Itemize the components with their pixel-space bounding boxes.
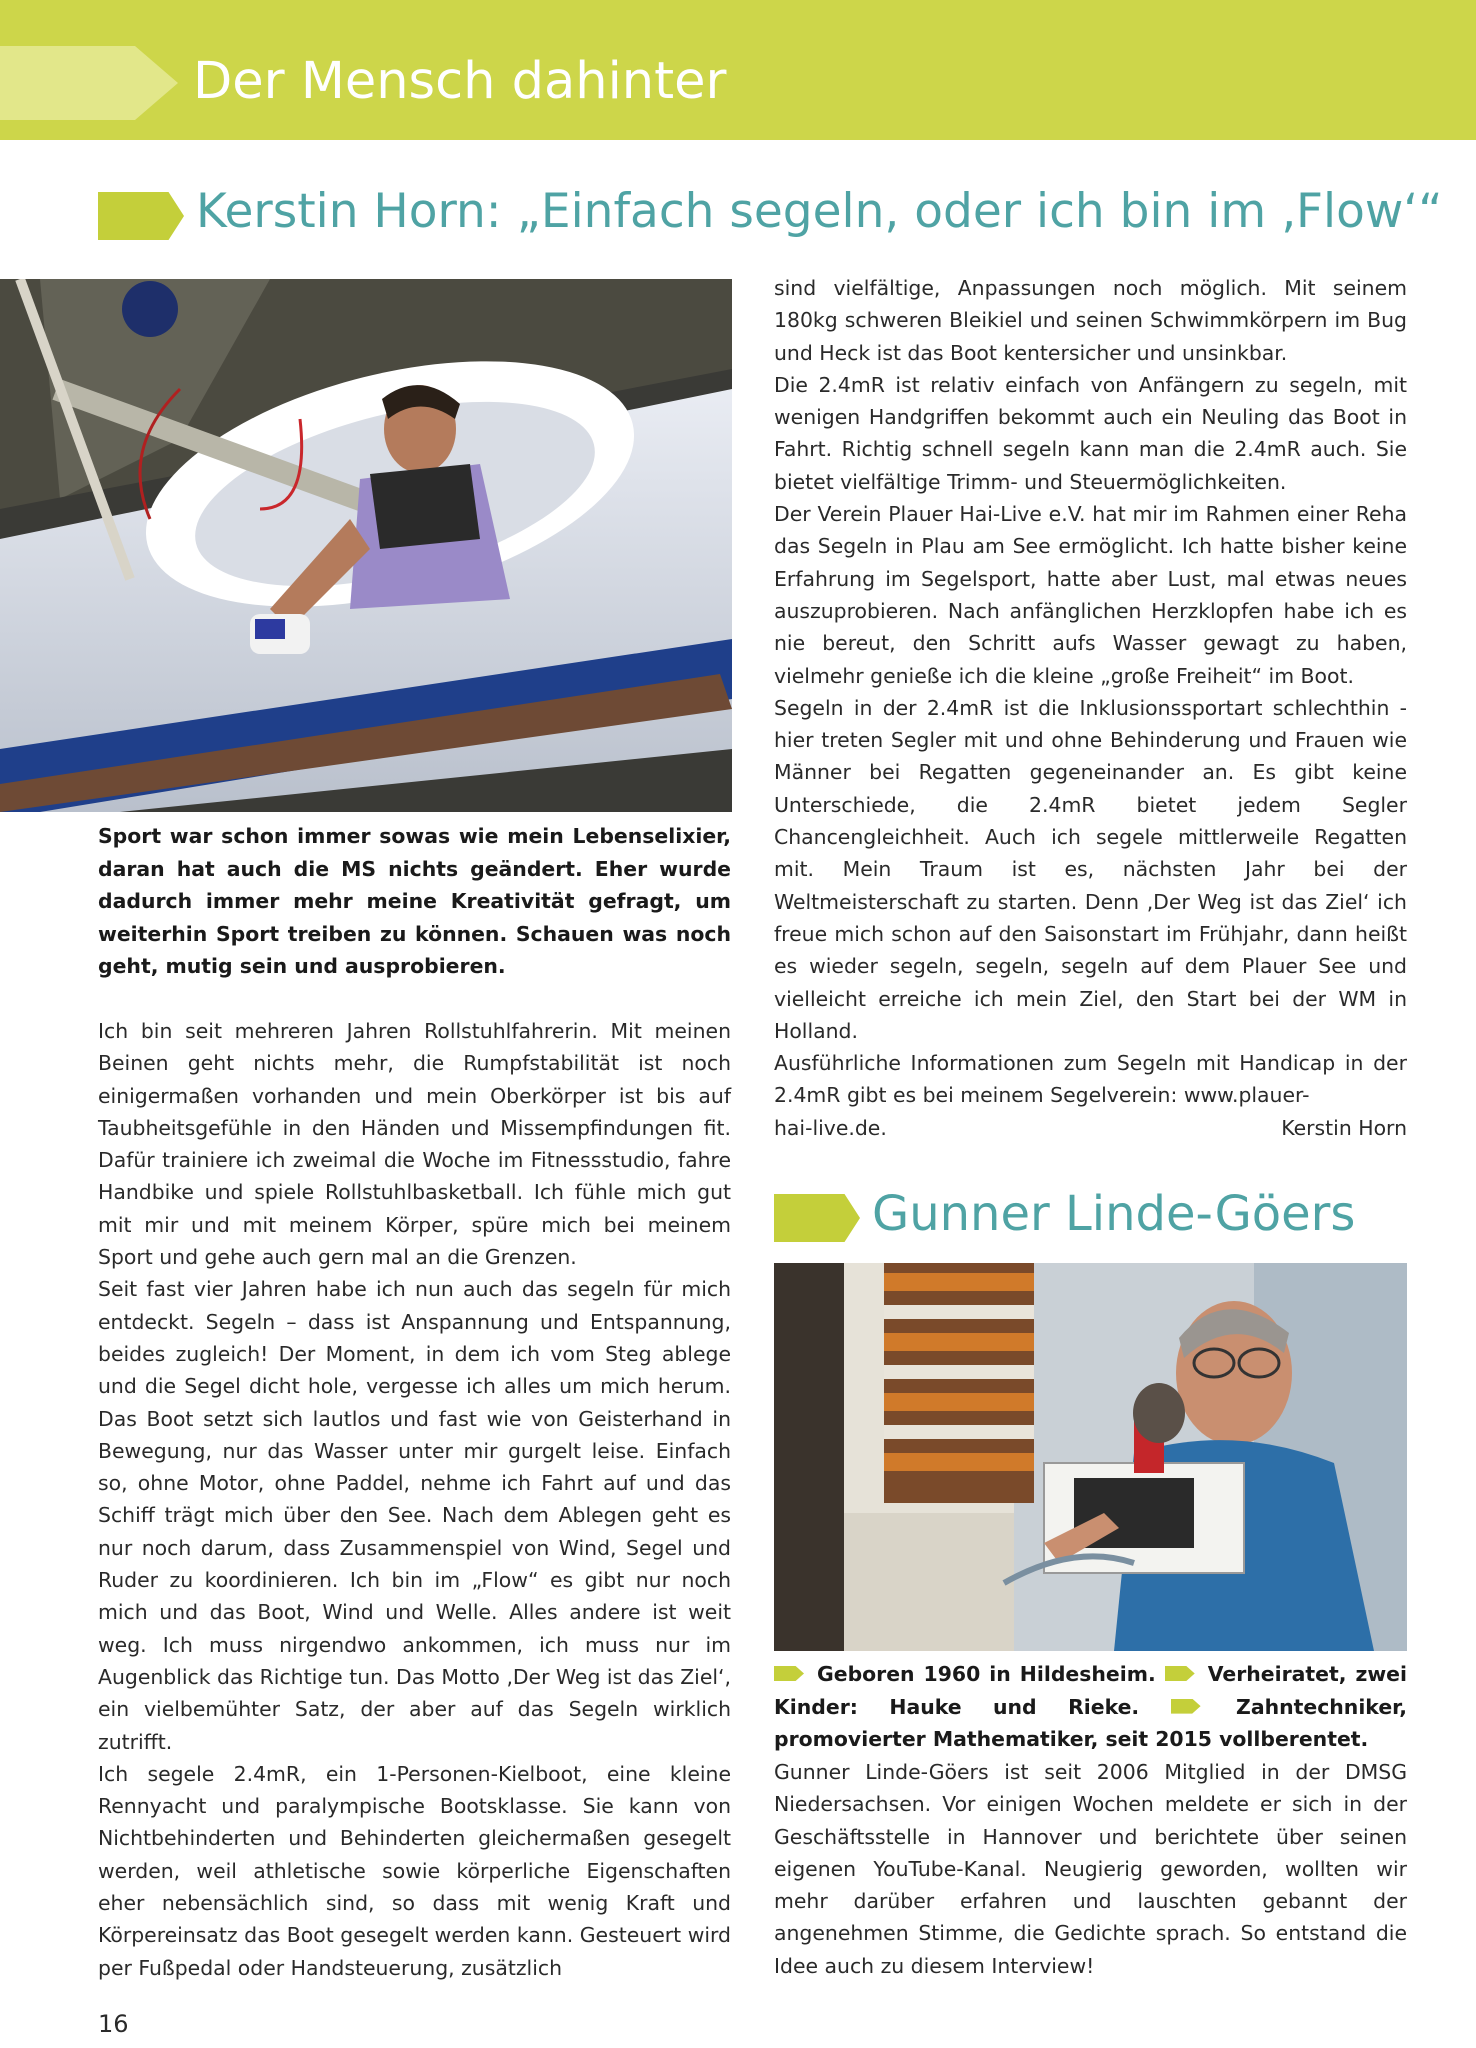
page-number: 16 <box>98 2010 129 2038</box>
section-arrow-icon <box>774 1194 860 1242</box>
article-paragraph: Die 2.4mR ist relativ einfach von Anfängern zu segeln, mit wenigen Handgriffen bekommt auch ein Neuling das Boot in Fahrt. Richtig schnell segeln kann man die 2.4mR auch. Sie bietet vielfältige Trimm- und Steuermöglichkeiten. <box>774 372 1407 494</box>
header-arrow-shape <box>0 46 178 120</box>
author-signature: Kerstin Horn <box>1281 1115 1407 1140</box>
article-lead-kerstin: Sport war schon immer sowas wie mein Lebenselixier, daran hat auch die MS nichts geändert. Eher wurde dadurch immer mehr meine Kreativität gefragt, um weiterhin Sport treiben zu können. Schauen was noch geht, mutig sein und ausprobieren. <box>98 824 731 979</box>
article-body-left-column <box>98 1015 731 1984</box>
article-paragraph: Segeln in der 2.4mR ist die Inklusionssportart schlechthin - hier treten Segler mit und ohne Behinderung und Frauen wie Männer bei Regatten gegeneinander an. Es gibt keine Unterschiede, die 2.4mR bietet jedem Segler Chancengleichheit. Auch ich segele mittlerweile Regatten mit. Mein Traum ist es, nächsten Jahr bei der Weltmeisterschaft zu starten. Denn ‚Der Weg ist das Ziel‘ ich freue mich schon auf den Saisonstart im Frühjahr, dann heißt es wieder segeln, segeln, segeln auf dem Plauer See und vielleicht erreiche ich mein Ziel, den Start bei der WM in Holland. <box>774 695 1407 1043</box>
article-title-gunner: Gunner Linde-Göers <box>872 1186 1356 1242</box>
article-paragraph: sind vielfältige, Anpassungen noch möglich. Mit seinem 180kg schweren Bleikiel und seinen Schwimmkörpern im Bug und Heck ist das Boot kentersicher und unsinkbar. <box>774 276 1407 365</box>
gunner-fact-caption <box>774 1658 1407 1756</box>
article-paragraph: Seit fast vier Jahren habe ich nun auch das segeln für mich entdeckt. Segeln – dass ist Anspannung und Entspannung, beides zugleich! Der Moment, in dem ich vom Steg ablege und die Segel dicht hole, vergesse ich alles um mich herum. Das Boot setzt sich lautlos und fast wie von Geisterhand in Bewegung, nur das Wasser unter mir gurgelt leise. Einfach so, ohne Motor, ohne Paddel, nehme ich Fahrt auf und das Schiff trägt mich über den See. Nach dem Ablegen geht es nur noch darum, dass Zusammenspiel von Wind, Segel und Ruder zu koordinieren. Ich bin im „Flow“ es gibt nur noch mich und das Boot, Wind und Welle. Alles andere ist weit weg. Ich muss nirgendwo ankommen, ich muss nur im Augenblick das Richtige tun. Das Motto ‚Der Weg ist das Ziel‘, ein vielbemühter Satz, der aber auf das Segeln wirklich zutrifft. <box>98 1277 731 1754</box>
article-body-right-column <box>774 272 1407 1144</box>
article-paragraph: Ausführliche Informationen zum Segeln mit Handicap in der 2.4mR gibt es bei meinem Segelverein: www.plauer- <box>774 1051 1407 1108</box>
article-title-kerstin-horn: Kerstin Horn: „Einfach segeln, oder ich bin im ‚Flow‘“ <box>196 184 1443 239</box>
website-tail: hai-live.de. <box>774 1115 887 1140</box>
header-title: Der Mensch dahinter <box>193 52 727 111</box>
article-paragraph: Ich segele 2.4mR, ein 1-Personen-Kielboot, eine kleine Rennyacht und paralympische Bootsklasse. Sie kann von Nichtbehinderten und Behinderten gleichermaßen gesegelt werden, weil athletische sowie körperliche Eigenschaften eher nebensächlich sind, so dass mit wenig Kraft und Körpereinsatz das Boot gesegelt werden kann. Gesteuert wird per Fußpedal oder Handsteuerung, zusätzlich <box>98 1761 731 1980</box>
caption-item: Zahntechniker, promovierter Mathematiker, seit 2015 vollberentet. <box>774 1694 1407 1752</box>
caption-item: Verheiratet, zwei Kinder: Hauke und Rieke. <box>774 1662 1407 1719</box>
photo-gunner-linde-goeers <box>774 1263 1407 1651</box>
gunner-intro-text: Gunner Linde-Göers ist seit 2006 Mitglied in der DMSG Niedersachsen. Vor einigen Wochen meldete er sich in der Geschäftsstelle in Hannover und berichtete über seinen eigenen YouTube-Kanal. Neugierig geworden, wollten wir mehr darüber erfahren und lauschten gebannt der angenehmen Stimme, die Gedichte sprach. So entstand die Idee auch zu diesem Interview! <box>774 1760 1407 1978</box>
section-arrow-icon <box>98 192 184 240</box>
bullet-arrow-icon <box>1165 1666 1195 1681</box>
signature-line <box>774 1112 1407 1144</box>
article-paragraph: Ich bin seit mehreren Jahren Rollstuhlfahrerin. Mit meinen Beinen geht nichts mehr, die Rumpfstabilität ist noch einigermaßen vorhanden und mein Oberkörper ist bis auf Taubheitsgefühle in den Händen und Missempfindungen fit. Dafür trainiere ich zweimal die Woche im Fitnessstudio, fahre Handbike und spiele Rollstuhlbasketball. Ich fühle mich gut mit mir und mit meinem Körper, spüre mich bei meinem Sport und gehe auch gern mal an die Grenzen. <box>98 1019 731 1270</box>
header-band <box>0 0 1476 140</box>
bullet-arrow-icon <box>774 1666 804 1681</box>
bullet-arrow-icon <box>1171 1699 1201 1714</box>
caption-item: Geboren 1960 in Hildesheim. <box>817 1662 1156 1686</box>
article-paragraph: Der Verein Plauer Hai-Live e.V. hat mir im Rahmen einer Reha das Segeln in Plau am See ermöglicht. Ich hatte bisher keine Erfahrung im Segelsport, hatte aber Lust, mal etwas neues auszuprobieren. Nach anfänglichen Herzklopfen habe ich es nie bereut, den Schritt aufs Wasser gewagt zu haben, vielmehr genieße ich die kleine „große Freiheit“ im Boot. <box>774 502 1407 688</box>
photo-kerstin-sailing <box>0 279 732 812</box>
